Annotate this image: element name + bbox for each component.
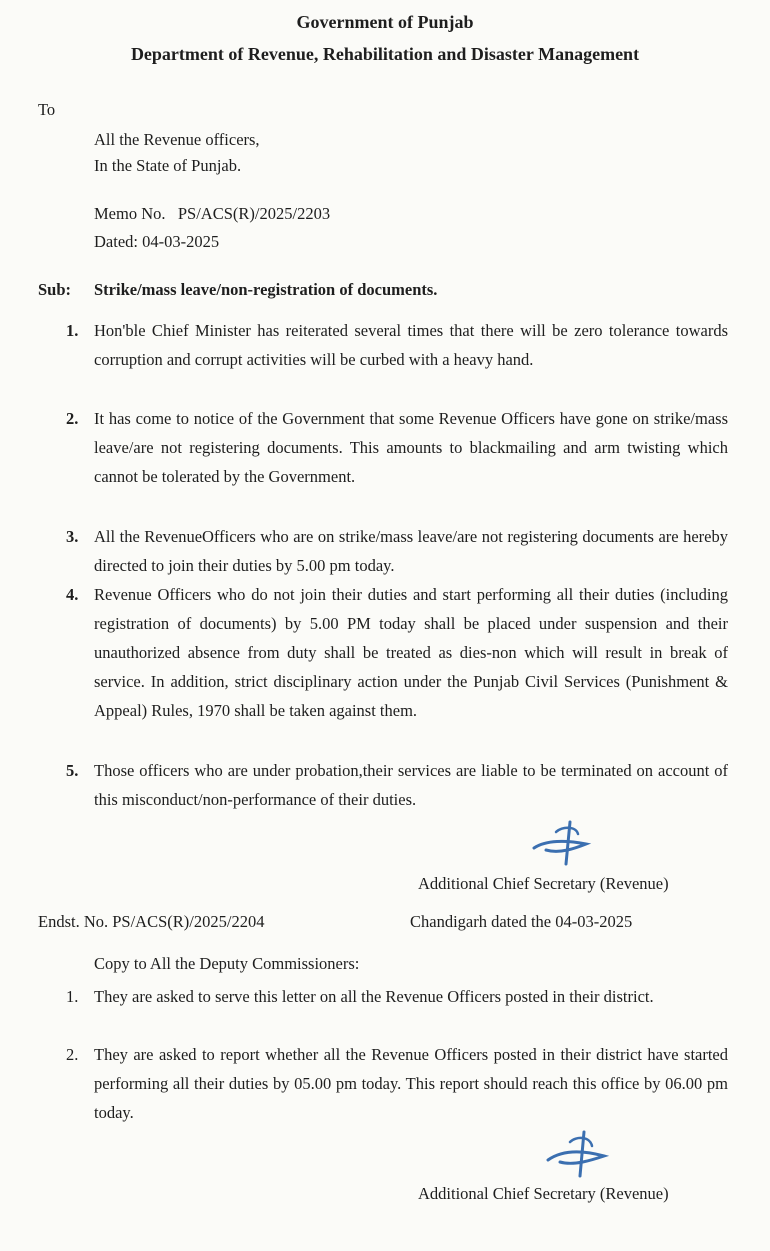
copy-to-line: Copy to All the Deputy Commissioners: [94, 954, 360, 973]
para-5-text: Those officers who are under probation,their services are liable to be terminated on account of this misconduct/non-performance of their duties. [94, 761, 728, 809]
copy-para-1-number: 1. [66, 987, 79, 1006]
para-4-number: 4. [66, 585, 79, 604]
copy-para-2-text: They are asked to report whether all the Revenue Officers posted in their district have started performing all their duties by 05.00 pm today. This report should reach this office by 06.00 pm today. [94, 1045, 728, 1122]
address-line-1: All the Revenue officers, [94, 130, 260, 149]
para-3-number: 3. [66, 527, 79, 546]
para-2-text: It has come to notice of the Government that some Revenue Officers have gone on strike/mass leave/are not registering documents. This amounts to blackmailing and arm twisting which cannot be tolerated by the Government. [94, 409, 728, 486]
header-government: Government of Punjab [296, 12, 474, 32]
para-4-text: Revenue Officers who do not join their duties and start performing all their duties (including registration of documents) by 5.00 PM today shall be placed under suspension and their unauthorized absence from duty shall be treated as dies-non which will result in break of service. In addition, strict disciplinary action under the Punjab Civil Services (Punishment & Appeal) Rules, 1970 shall be taken against them. [94, 585, 728, 720]
subject-line [38, 280, 437, 300]
signature-2-mark [540, 1128, 620, 1180]
endorsement-place-date: Chandigarh dated the 04-03-2025 [410, 912, 633, 931]
address-to: To [38, 100, 56, 119]
copy-para-2-number: 2. [66, 1045, 79, 1064]
memo-number: Memo No. PS/ACS(R)/2025/2203 [94, 204, 331, 223]
signature-1-mark [526, 818, 606, 868]
signature-1-title: Additional Chief Secretary (Revenue) [418, 874, 669, 893]
signature-2-title: Additional Chief Secretary (Revenue) [418, 1184, 669, 1203]
para-2-number: 2. [66, 409, 79, 428]
para-5-number: 5. [66, 761, 79, 780]
endorsement-number: Endst. No. PS/ACS(R)/2025/2204 [38, 912, 265, 931]
para-1-text: Hon'ble Chief Minister has reiterated several times that there will be zero tolerance towards corruption and corrupt activities will be curbed with a heavy hand. [94, 321, 728, 369]
address-line-2: In the State of Punjab. [94, 156, 242, 175]
header-department: Department of Revenue, Rehabilitation and Disaster Management [130, 44, 640, 64]
para-1-number: 1. [66, 321, 79, 340]
memo-date: Dated: 04-03-2025 [94, 232, 220, 251]
subject-text: Strike/mass leave/non-registration of documents. [94, 280, 438, 299]
subject-label: Sub: [38, 280, 72, 299]
para-3-text: All the RevenueOfficers who are on strike/mass leave/are not registering documents are hereby directed to join their duties by 5.00 pm today. [94, 527, 728, 575]
copy-para-1-text: They are asked to serve this letter on all the Revenue Officers posted in their district. [94, 987, 654, 1006]
